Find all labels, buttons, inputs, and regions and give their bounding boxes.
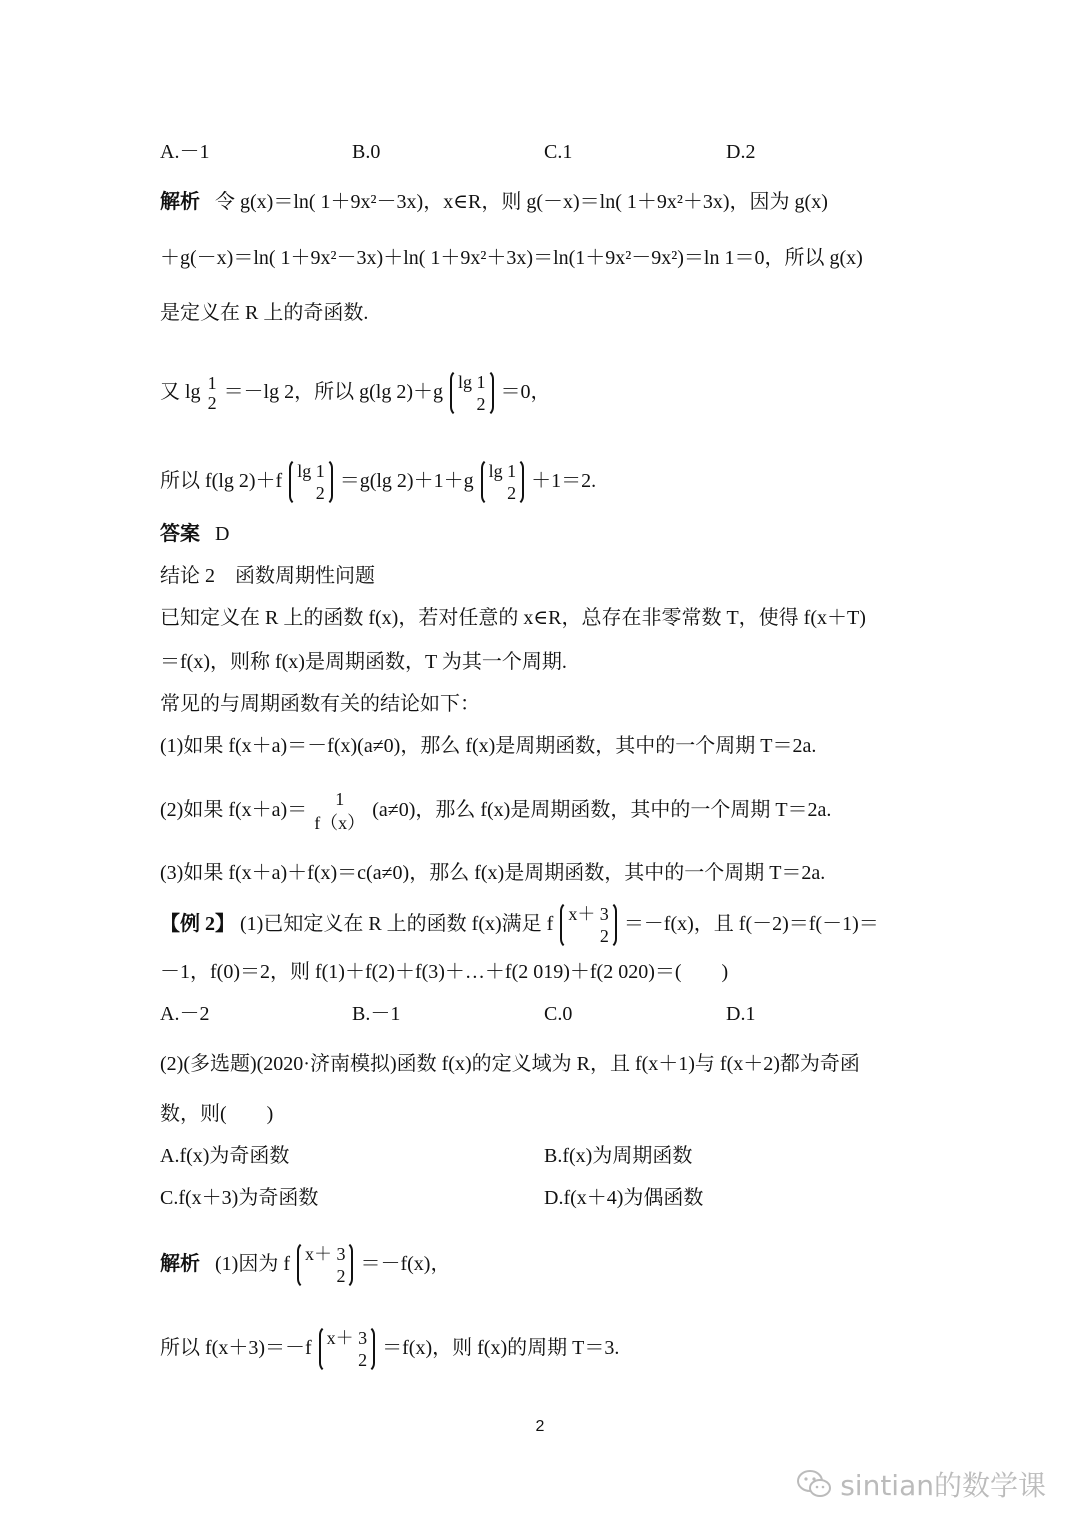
text-segment: ＝－f(x)，且 f(－2)＝f(－1)＝ [623,913,879,935]
text-segment: ＝f(x)，则 f(x)的周期 T＝3. [382,1337,620,1359]
conclusion-item-1: (1)如果 f(x＋a)＝－f(x)(a≠0)，那么 f(x)是周期函数，其中的一个周期 T＝2a. [160,735,817,757]
analysis-line-4 [160,366,551,418]
analysis-line-5 [160,455,596,507]
watermark [796,1460,1046,1508]
example-2-line-1 [160,898,879,950]
text-segment: 又 lg [160,381,201,403]
bracket-lg-half [481,458,525,506]
fraction-one-over-f [314,787,365,835]
text-segment: ＋1＝2. [531,470,597,492]
bracket-bottom: 2 [599,926,609,947]
bracket-top: x＋ 3 [304,1244,346,1265]
bracket-x-plus-three-halves [319,1325,376,1373]
text-segment: 所以 f(lg 2)＋f [160,470,283,492]
bracket-top: lg 1 [297,461,325,482]
solution-line-2 [160,1320,619,1376]
text-segment: ＝0， [500,381,551,403]
ex2-part2-option-d: D.f(x＋4)为偶函数 [544,1187,704,1209]
ex2-part2-option-c: C.f(x＋3)为奇函数 [160,1187,319,1209]
solution-line-1 [160,1236,450,1292]
bracket-bottom: 2 [358,1350,368,1371]
analysis-text-1: 令 g(x)＝ln( 1＋9x²－3x)，x∈R，则 g(－x)＝ln( 1＋9x²＋3x)，因为 g(x) [215,191,828,213]
example-label: 【例 2】 [160,913,235,935]
ex2-option-d: D.1 [726,1003,756,1025]
definition-line-2: ＝f(x)，则称 f(x)是周期函数，T 为其一个周期. [160,651,567,673]
option-b: B.0 [352,141,381,163]
answer-label: 答案 [160,523,200,545]
watermark-text: sintian的数学课 [840,1469,1046,1502]
option-c: C.1 [544,141,573,163]
text-segment: (1)已知定义在 R 上的函数 f(x)满足 f [240,913,554,935]
bracket-top: lg 1 [458,372,486,393]
example-2-line-2: －1，f(0)＝2，则 f(1)＋f(2)＋f(3)＋…＋f(2 019)＋f(2 020)＝( ) [160,961,729,983]
denominator: 2 [207,393,217,414]
option-a: A.－1 [160,141,210,163]
bracket-bottom: 2 [315,483,325,504]
bracket-x-plus-three-halves [560,901,617,949]
option-d: D.2 [726,141,756,163]
text-segment: ＝－lg 2，所以 g(lg 2)＋g [223,381,443,403]
answer-value: D [215,523,230,545]
fraction-half [208,373,217,413]
text-segment: (2)如果 f(x＋a)＝ [160,799,308,821]
wechat-icon [796,1468,832,1500]
text-segment: 所以 f(x＋3)＝－f [160,1337,312,1359]
definition-line-1: 已知定义在 R 上的函数 f(x)，若对任意的 x∈R，总存在非零常数 T，使得 f(x＋T) [160,607,866,629]
common-conclusions: 常见的与周期函数有关的结论如下： [160,693,480,715]
page-number: 2 [535,1418,545,1435]
bracket-top: x＋ 3 [568,904,609,925]
denominator: f（x） [314,813,366,834]
numerator: 1 [207,373,217,394]
example-2-part-2-line-2: 数，则( ) [160,1103,274,1125]
ex2-option-b: B.－1 [352,1003,401,1025]
answer-line [160,520,229,548]
bracket-lg-half [289,458,333,506]
analysis-line-3: 是定义在 R 上的奇函数. [160,302,369,324]
bracket-bottom: 2 [507,483,517,504]
conclusion-title: 结论 2 函数周期性问题 [160,565,375,587]
ex2-part2-option-b: B.f(x)为周期函数 [544,1145,693,1167]
bracket-top: lg 1 [488,461,517,482]
text-segment: (1)因为 f [215,1253,290,1275]
bracket-top: x＋ 3 [326,1328,368,1349]
conclusion-item-3: (3)如果 f(x＋a)＋f(x)＝c(a≠0)，那么 f(x)是周期函数，其中的一个周期 T＝2a. [160,862,826,884]
solution-label: 解析 [160,1253,200,1275]
analysis-line-1 [160,188,828,216]
numerator: 1 [335,789,345,810]
bracket-bottom: 2 [476,394,486,415]
bracket-bottom: 2 [336,1266,346,1287]
ex2-part2-option-a: A.f(x)为奇函数 [160,1145,290,1167]
bracket-lg-half [450,369,494,417]
text-segment: ＝g(lg 2)＋1＋g [339,470,474,492]
analysis-line-2: ＋g(－x)＝ln( 1＋9x²－3x)＋ln( 1＋9x²＋3x)＝ln(1＋9x²－9x²)＝ln 1＝0，所以 g(x) [160,247,863,269]
ex2-option-a: A.－2 [160,1003,210,1025]
analysis-label: 解析 [160,191,200,213]
text-segment: ＝－f(x)， [360,1253,451,1275]
example-2-part-2-line-1: (2)(多选题)(2020·济南模拟)函数 f(x)的定义域为 R，且 f(x＋1)与 f(x＋2)都为奇函 [160,1053,860,1075]
bracket-x-plus-three-halves [297,1241,354,1289]
conclusion-item-2 [160,782,831,838]
text-segment: (a≠0)，那么 f(x)是周期函数，其中的一个周期 T＝2a. [372,799,832,821]
ex2-option-c: C.0 [544,1003,573,1025]
